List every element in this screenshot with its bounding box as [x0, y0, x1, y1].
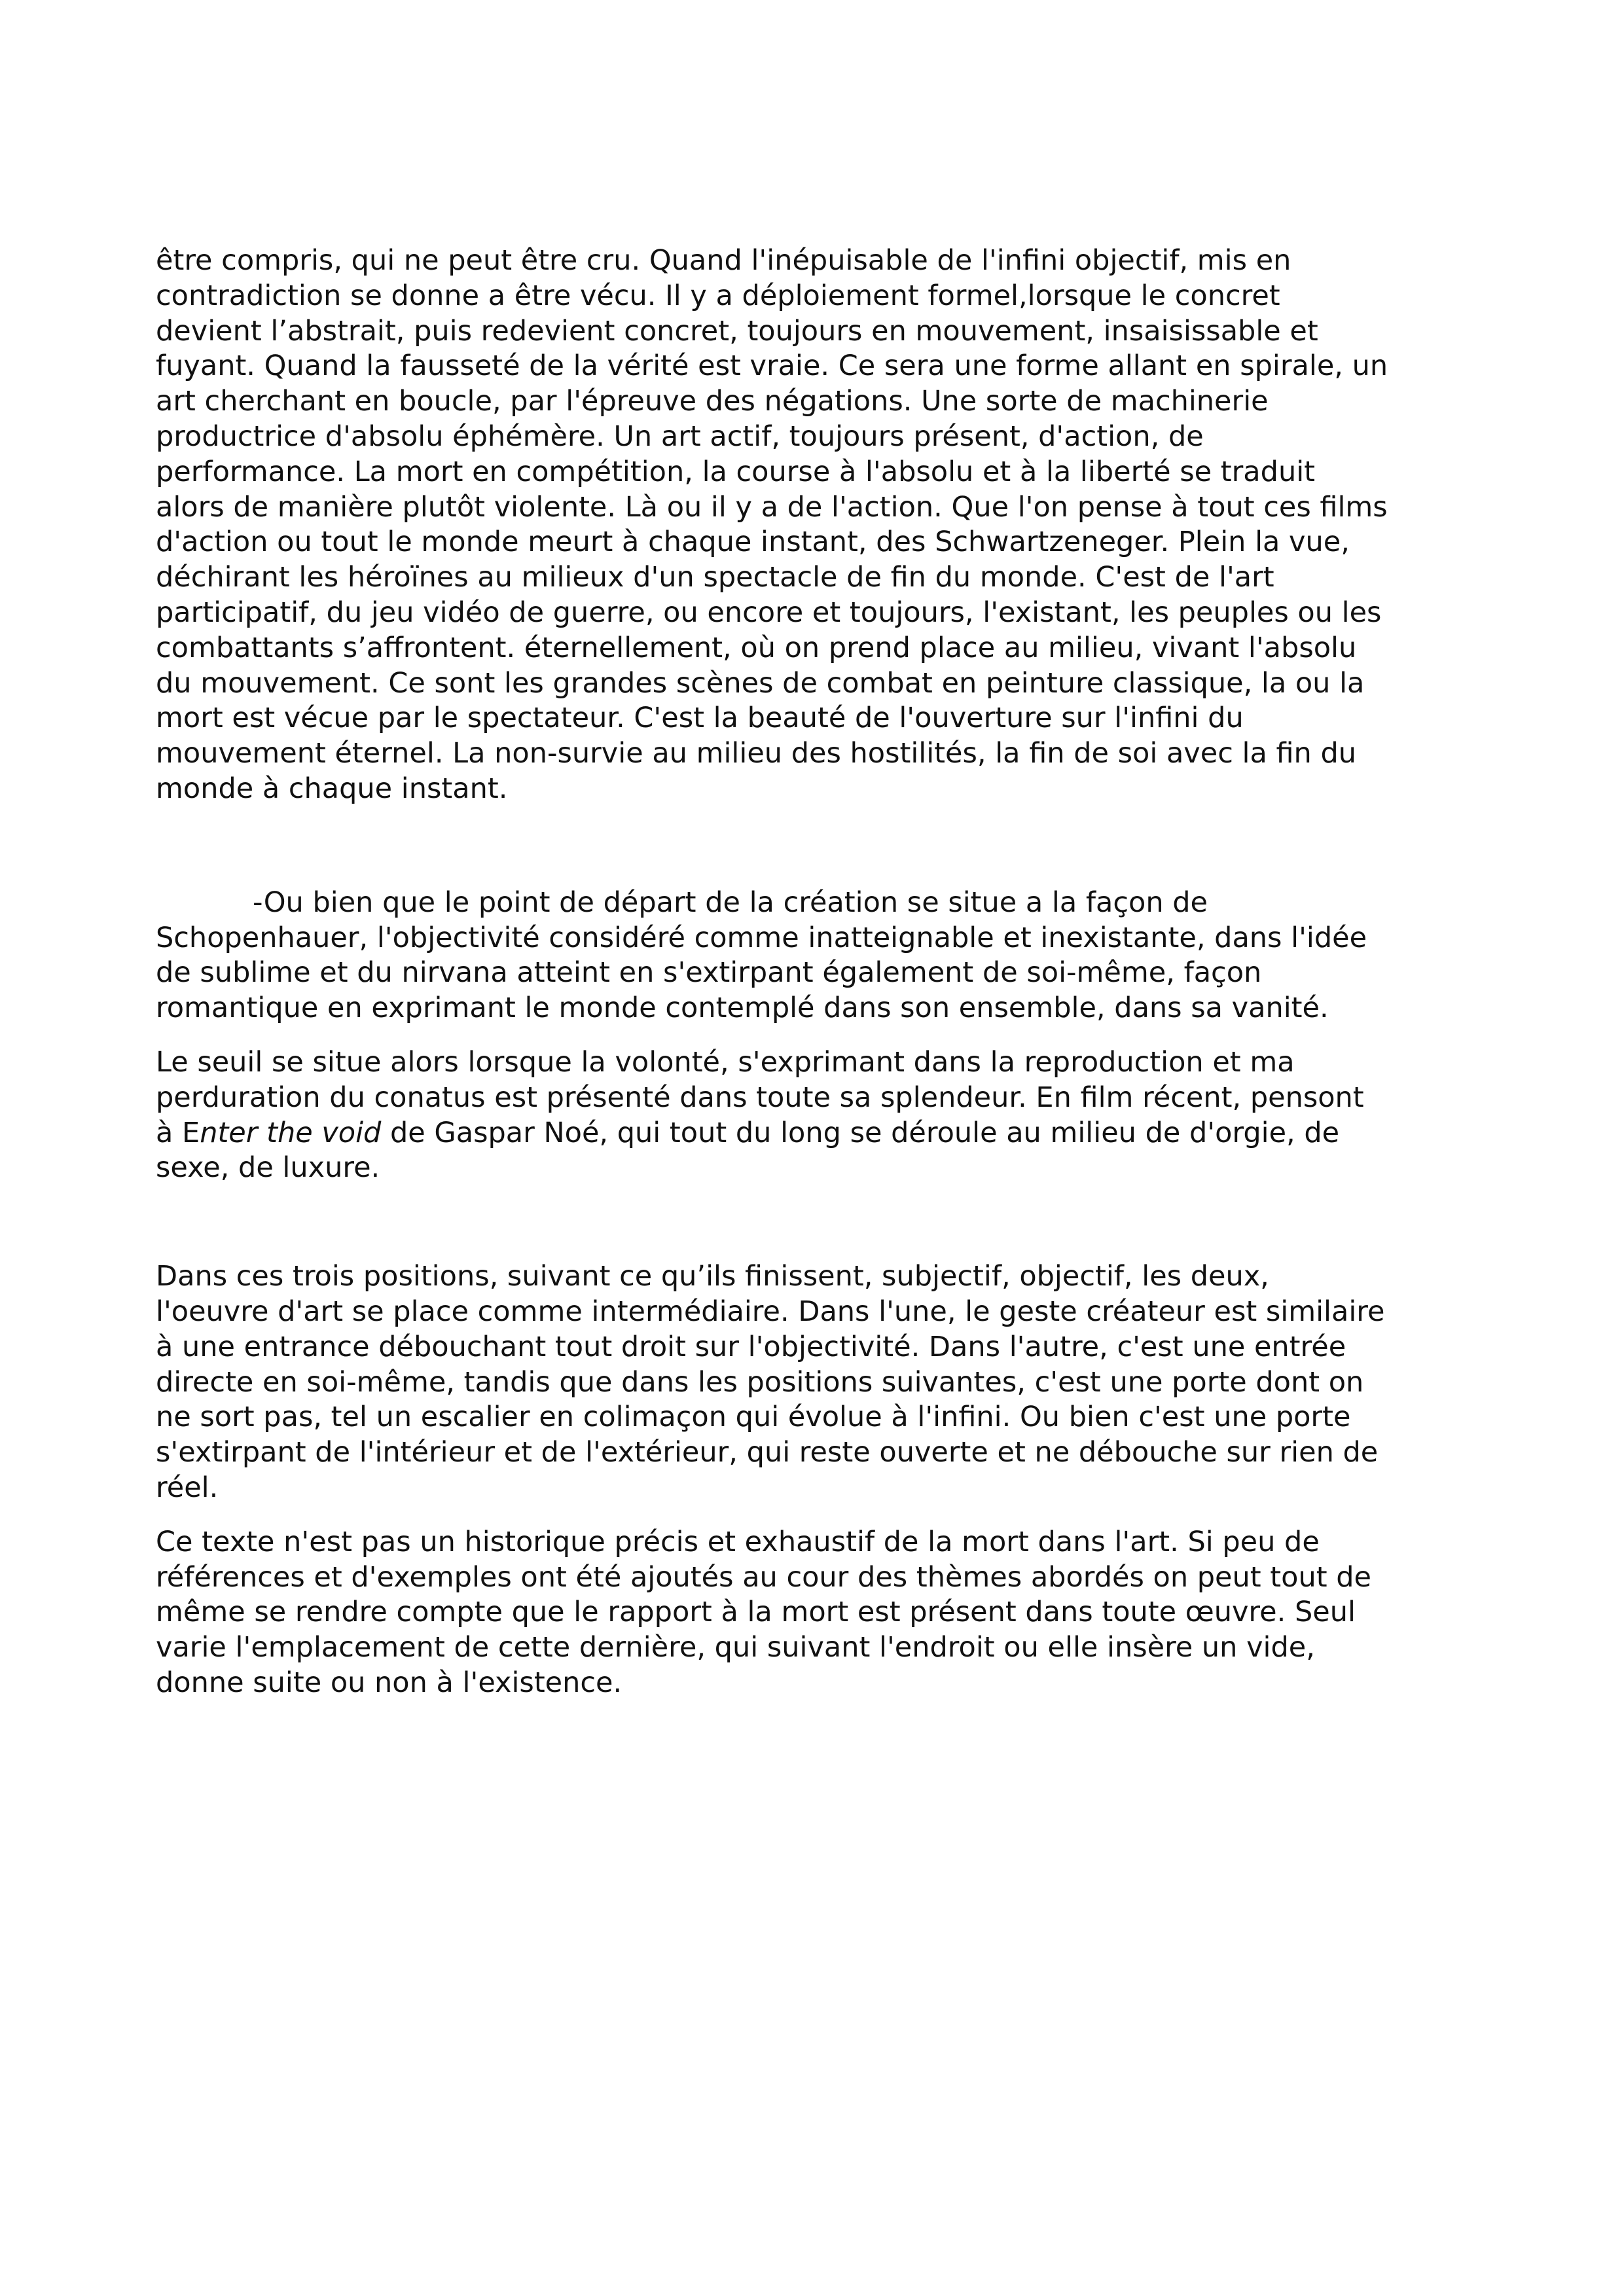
- text-line: -Ou bien que le point de départ de la création se situe a la façon de: [253, 886, 1208, 919]
- text-line: d'action ou tout le monde meurt à chaque instant, des Schwartzeneger. Plein la vue,: [156, 526, 1350, 559]
- text-fragment: à E: [156, 1116, 200, 1149]
- text-line: perduration du conatus est présenté dans toute sa splendeur. En film récent, pensont: [156, 1081, 1364, 1114]
- text-line: s'extirpant de l'intérieur et de l'extérieur, qui reste ouverte et ne débouche sur rien de: [156, 1436, 1379, 1469]
- text-line: directe en soi-même, tandis que dans les positions suivantes, c'est une porte dont on: [156, 1365, 1364, 1399]
- paragraph-spacer: [156, 807, 1485, 886]
- paragraph-spacer: [156, 1506, 1485, 1525]
- paragraph-3: [156, 1045, 1485, 1186]
- text-line: être compris, qui ne peut être cru. Quand l'inépuisable de l'infini objectif, mis en: [156, 244, 1291, 277]
- text-line: combattants s’affrontent. éternellement, où on prend place au milieu, vivant l'absolu: [156, 631, 1357, 664]
- text-line: donne suite ou non à l'existence.: [156, 1666, 623, 1699]
- text-line: du mouvement. Ce sont les grandes scènes de combat en peinture classique, la ou la: [156, 666, 1365, 700]
- text-line: Schopenhauer, l'objectivité considéré comme inatteignable et inexistante, dans l'idée: [156, 921, 1367, 954]
- text-line: art cherchant en boucle, par l'épreuve des négations. Une sorte de machinerie: [156, 385, 1269, 418]
- text-line: romantique en exprimant le monde contemplé dans son ensemble, dans sa vanité.: [156, 992, 1329, 1025]
- text-line: Le seuil se situe alors lorsque la volonté, s'exprimant dans la reproduction et ma: [156, 1045, 1295, 1079]
- text-line: Dans ces trois positions, suivant ce qu’ils finissent, subjectif, objectif, les deux,: [156, 1260, 1269, 1293]
- document-body: [156, 243, 1485, 1701]
- text-line: mort est vécue par le spectateur. C'est la beauté de l'ouverture sur l'infini du: [156, 702, 1244, 735]
- text-line: déchirant les héroïnes au milieux d'un spectacle de fin du monde. C'est de l'art: [156, 561, 1274, 594]
- text-line: même se rendre compte que le rapport à la mort est présent dans toute œuvre. Seul: [156, 1596, 1356, 1629]
- text-line: varie l'emplacement de cette dernière, qui suivant l'endroit ou elle insère un vide,: [156, 1631, 1315, 1664]
- text-line: de sublime et du nirvana atteint en s'extirpant également de soi-même, façon: [156, 956, 1262, 990]
- paragraph-spacer: [156, 1186, 1485, 1259]
- text-line: mouvement éternel. La non-survie au milieu des hostilités, la fin de soi avec la fin du: [156, 737, 1357, 770]
- text-line: sexe, de luxure.: [156, 1151, 380, 1185]
- text-line: références et d'exemples ont été ajoutés au cour des thèmes abordés on peut tout de: [156, 1560, 1371, 1594]
- text-line: performance. La mort en compétition, la course à l'absolu et à la liberté se traduit: [156, 455, 1315, 488]
- text-line: productrice d'absolu éphémère. Un art actif, toujours présent, d'action, de: [156, 420, 1204, 453]
- paragraph-4: [156, 1259, 1485, 1506]
- text-line: ne sort pas, tel un escalier en colimaçon qui évolue à l'infini. Ou bien c'est une porte: [156, 1401, 1351, 1434]
- text-line-with-title: [156, 1116, 1485, 1151]
- text-line: monde à chaque instant.: [156, 772, 508, 805]
- text-line: contradiction se donne a être vécu. Il y a déploiement formel,lorsque le concret: [156, 279, 1280, 312]
- text-line: alors de manière plutôt violente. Là ou il y a de l'action. Que l'on pense à tout ces films: [156, 490, 1388, 524]
- text-line: à une entrance débouchant tout droit sur l'objectivité. Dans l'autre, c'est une entrée: [156, 1330, 1346, 1363]
- text-line: fuyant. Quand la fausseté de la vérité est vraie. Ce sera une forme allant en spirale, un: [156, 350, 1388, 383]
- paragraph-spacer: [156, 1026, 1485, 1045]
- film-title: nter the void: [200, 1116, 382, 1149]
- paragraph-5: [156, 1525, 1485, 1701]
- text-line: l'oeuvre d'art se place comme intermédiaire. Dans l'une, le geste créateur est similaire: [156, 1295, 1385, 1328]
- paragraph-1: [156, 243, 1485, 807]
- text-line: Ce texte n'est pas un historique précis et exhaustif de la mort dans l'art. Si peu de: [156, 1525, 1320, 1558]
- text-fragment: de Gaspar Noé, qui tout du long se déroule au milieu de d'orgie, de: [381, 1116, 1340, 1149]
- paragraph-2: [156, 886, 1485, 1026]
- text-line: devient l’abstrait, puis redevient concret, toujours en mouvement, insaisissable et: [156, 314, 1318, 348]
- text-line: participatif, du jeu vidéo de guerre, ou encore et toujours, l'existant, les peuples ou les: [156, 596, 1382, 629]
- text-line: réel.: [156, 1471, 219, 1504]
